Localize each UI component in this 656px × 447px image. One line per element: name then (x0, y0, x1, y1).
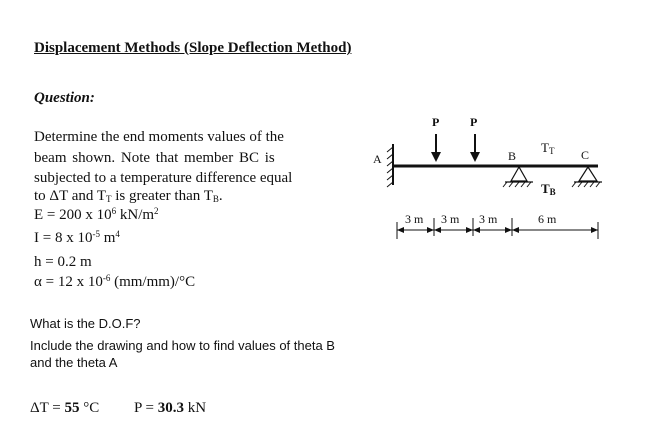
alpha-exponent: -6 (102, 273, 111, 283)
pin-support-c (572, 167, 602, 187)
question-label: Question: (34, 90, 95, 106)
page-title: Displacement Methods (Slope Deflection Method) (34, 40, 352, 56)
load-label-2: P (470, 115, 478, 129)
temp-bottom-main: T (541, 181, 550, 196)
node-label-a: A (373, 152, 382, 166)
temp-top-sub: T (548, 146, 555, 156)
modulus-unit: kN/m (116, 207, 155, 223)
load-arrow-2 (470, 134, 480, 162)
alpha-unit: (mm/mm)/°C (110, 274, 196, 290)
load-unit: kN (184, 400, 207, 416)
dimension-label-3: 3 m (479, 212, 498, 226)
alpha-prefix: α = 12 x 10 (34, 274, 103, 290)
line4-end: . (218, 188, 223, 204)
include-prompt-line-1: Include the drawing and how to find values of theta B (30, 338, 335, 353)
delta-t-number: 55 (64, 400, 80, 416)
load-label: P = (134, 400, 158, 416)
node-label-c: C (581, 148, 590, 162)
inertia-unit: m (99, 230, 116, 246)
depth-line: h = 0.2 m (34, 254, 92, 270)
include-prompt-line-2: and the theta A (30, 355, 118, 370)
inertia-unit-exponent: 4 (115, 229, 120, 239)
inertia-exponent: -5 (92, 229, 100, 239)
dimension-label-1: 3 m (405, 212, 424, 226)
temp-bottom-sub: B (549, 187, 556, 197)
problem-line-2: beam shown. Note that member BC is (34, 150, 275, 166)
load-label-1: P (432, 115, 440, 129)
temp-top-main: T (541, 140, 549, 155)
modulus-prefix: E = 200 x 10 (34, 207, 112, 223)
delta-t-label: ΔT = (30, 400, 65, 416)
modulus-unit-exponent: 2 (154, 206, 159, 216)
modulus-exponent: 6 (111, 206, 117, 216)
fixed-support-a (387, 144, 393, 187)
dimension-label-4: 6 m (538, 212, 557, 226)
problem-line-3: subjected to a temperature difference equal (34, 170, 293, 186)
pin-support-b (503, 167, 533, 187)
dimension-label-2: 3 m (441, 212, 460, 226)
node-label-b: B (508, 149, 517, 163)
load-number: 30.3 (157, 400, 184, 416)
line4-sub: T (106, 194, 112, 204)
load-arrow-1 (431, 134, 441, 162)
line4-mid: is greater than T (111, 188, 213, 204)
dof-prompt: What is the D.O.F? (30, 316, 141, 331)
temp-top-label (541, 140, 555, 156)
inertia-prefix: I = 8 x 10 (34, 230, 93, 246)
delta-t-unit: °C (79, 400, 100, 416)
line4-sub2: B (212, 194, 219, 204)
temp-bottom-label (541, 181, 556, 197)
problem-line-1: Determine the end moments values of the (34, 129, 284, 145)
dimension-line (397, 218, 598, 239)
line4-start: to ΔT and T (34, 188, 107, 204)
